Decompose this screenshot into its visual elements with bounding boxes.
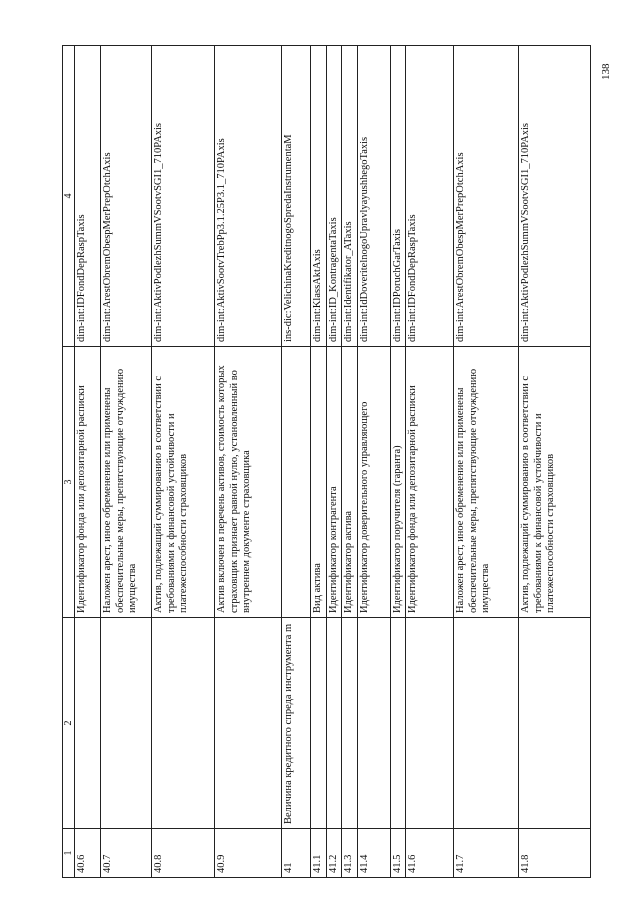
row-number-cell: 41.6 bbox=[406, 829, 454, 878]
table-row bbox=[75, 46, 101, 878]
header-cell: 2 bbox=[63, 618, 75, 829]
name-cell: Величина кредитного спреда инструмента m bbox=[282, 618, 311, 829]
table-row bbox=[342, 46, 358, 878]
table-row bbox=[454, 46, 519, 878]
name-cell bbox=[75, 618, 101, 829]
table-row bbox=[406, 46, 454, 878]
name-cell bbox=[311, 618, 327, 829]
page-number: 138 bbox=[600, 63, 612, 80]
name-cell bbox=[519, 618, 591, 829]
description-cell: Актив, подлежащий суммированию в соответствии с требованиями к финансовой устойчивости и платежеспособности страховщиков bbox=[519, 347, 591, 618]
row-number-cell: 41.8 bbox=[519, 829, 591, 878]
description-cell: Идентификатор фонда или депозитарной расписки bbox=[406, 347, 454, 618]
table-row bbox=[282, 46, 311, 878]
row-number-cell: 41.3 bbox=[342, 829, 358, 878]
code-cell: dim-int:AktivPodlezhSummVSootvSGI1_710PAxis bbox=[152, 46, 215, 347]
code-cell: dim-int:KlassAktAxis bbox=[311, 46, 327, 347]
data-table bbox=[62, 45, 591, 878]
description-cell: Наложен арест, иное обременение или применены обеспечительные меры, препятствующие отчуждению имущества bbox=[454, 347, 519, 618]
row-number-cell: 41.1 bbox=[311, 829, 327, 878]
name-cell bbox=[357, 618, 390, 829]
rotated-table-container bbox=[62, 50, 590, 878]
description-cell: Актив, подлежащий суммированию в соответствии с требованиями к финансовой устойчивости и платежеспособности страховщиков bbox=[152, 347, 215, 618]
row-number-cell: 40.7 bbox=[101, 829, 152, 878]
code-cell: dim-int:ArestObremObespMerPrepOtchAxis bbox=[454, 46, 519, 347]
table-row bbox=[357, 46, 390, 878]
table-row bbox=[390, 46, 406, 878]
table-row bbox=[152, 46, 215, 878]
row-number-cell: 40.6 bbox=[75, 829, 101, 878]
row-number-cell: 40.8 bbox=[152, 829, 215, 878]
header-cell: 3 bbox=[63, 347, 75, 618]
name-cell bbox=[326, 618, 342, 829]
header-cell: 4 bbox=[63, 46, 75, 347]
row-number-cell: 41.5 bbox=[390, 829, 406, 878]
code-cell: dim-int:ArestObremObespMerPrepOtchAxis bbox=[101, 46, 152, 347]
code-cell: dim-int:IdDoveritelnogoUpravlyayushhegoTaxis bbox=[357, 46, 390, 347]
row-number-cell: 41.4 bbox=[357, 829, 390, 878]
row-number-cell: 41.2 bbox=[326, 829, 342, 878]
description-cell bbox=[282, 347, 311, 618]
description-cell: Вид актива bbox=[311, 347, 327, 618]
code-cell: ins-dic:VelichinaKreditnogoSpredaInstrumentaM bbox=[282, 46, 311, 347]
description-cell: Наложен арест, иное обременение или применены обеспечительные меры, препятствующие отчуждению имущества bbox=[101, 347, 152, 618]
table-row bbox=[326, 46, 342, 878]
name-cell bbox=[101, 618, 152, 829]
name-cell bbox=[454, 618, 519, 829]
description-cell: Идентификатор фонда или депозитарной расписки bbox=[75, 347, 101, 618]
code-cell: dim-int:AktivPodlezhSummVSootvSGI1_710PAxis bbox=[519, 46, 591, 347]
table-row bbox=[519, 46, 591, 878]
code-cell: dim-int:IDPoruchGarTaxis bbox=[390, 46, 406, 347]
description-cell: Идентификатор актива bbox=[342, 347, 358, 618]
row-number-cell: 41.7 bbox=[454, 829, 519, 878]
description-cell: Идентификатор доверительного управляющего bbox=[357, 347, 390, 618]
description-cell: Идентификатор контрагента bbox=[326, 347, 342, 618]
name-cell bbox=[406, 618, 454, 829]
name-cell bbox=[342, 618, 358, 829]
table-row bbox=[311, 46, 327, 878]
row-number-cell: 40.9 bbox=[215, 829, 282, 878]
description-cell: Идентификатор поручителя (гаранта) bbox=[390, 347, 406, 618]
row-number-cell: 41 bbox=[282, 829, 311, 878]
table-row bbox=[215, 46, 282, 878]
code-cell: dim-int:ID_KontragentaTaxis bbox=[326, 46, 342, 347]
code-cell: dim-int:IDFondDepRaspTaxis bbox=[75, 46, 101, 347]
name-cell bbox=[215, 618, 282, 829]
code-cell: dim-int:Identifikator_ATaxis bbox=[342, 46, 358, 347]
table-header-row bbox=[63, 46, 75, 878]
table-row bbox=[101, 46, 152, 878]
name-cell bbox=[152, 618, 215, 829]
name-cell bbox=[390, 618, 406, 829]
code-cell: dim-int:IDFondDepRaspTaxis bbox=[406, 46, 454, 347]
description-cell: Актив включен в перечень активов, стоимость которых страховщик признает равной нулю, установленный во внутреннем документе страховщика bbox=[215, 347, 282, 618]
code-cell: dim-int:AktivSootvTrebPp3.1.25P3.1_710PAxis bbox=[215, 46, 282, 347]
header-cell: 1 bbox=[63, 829, 75, 878]
